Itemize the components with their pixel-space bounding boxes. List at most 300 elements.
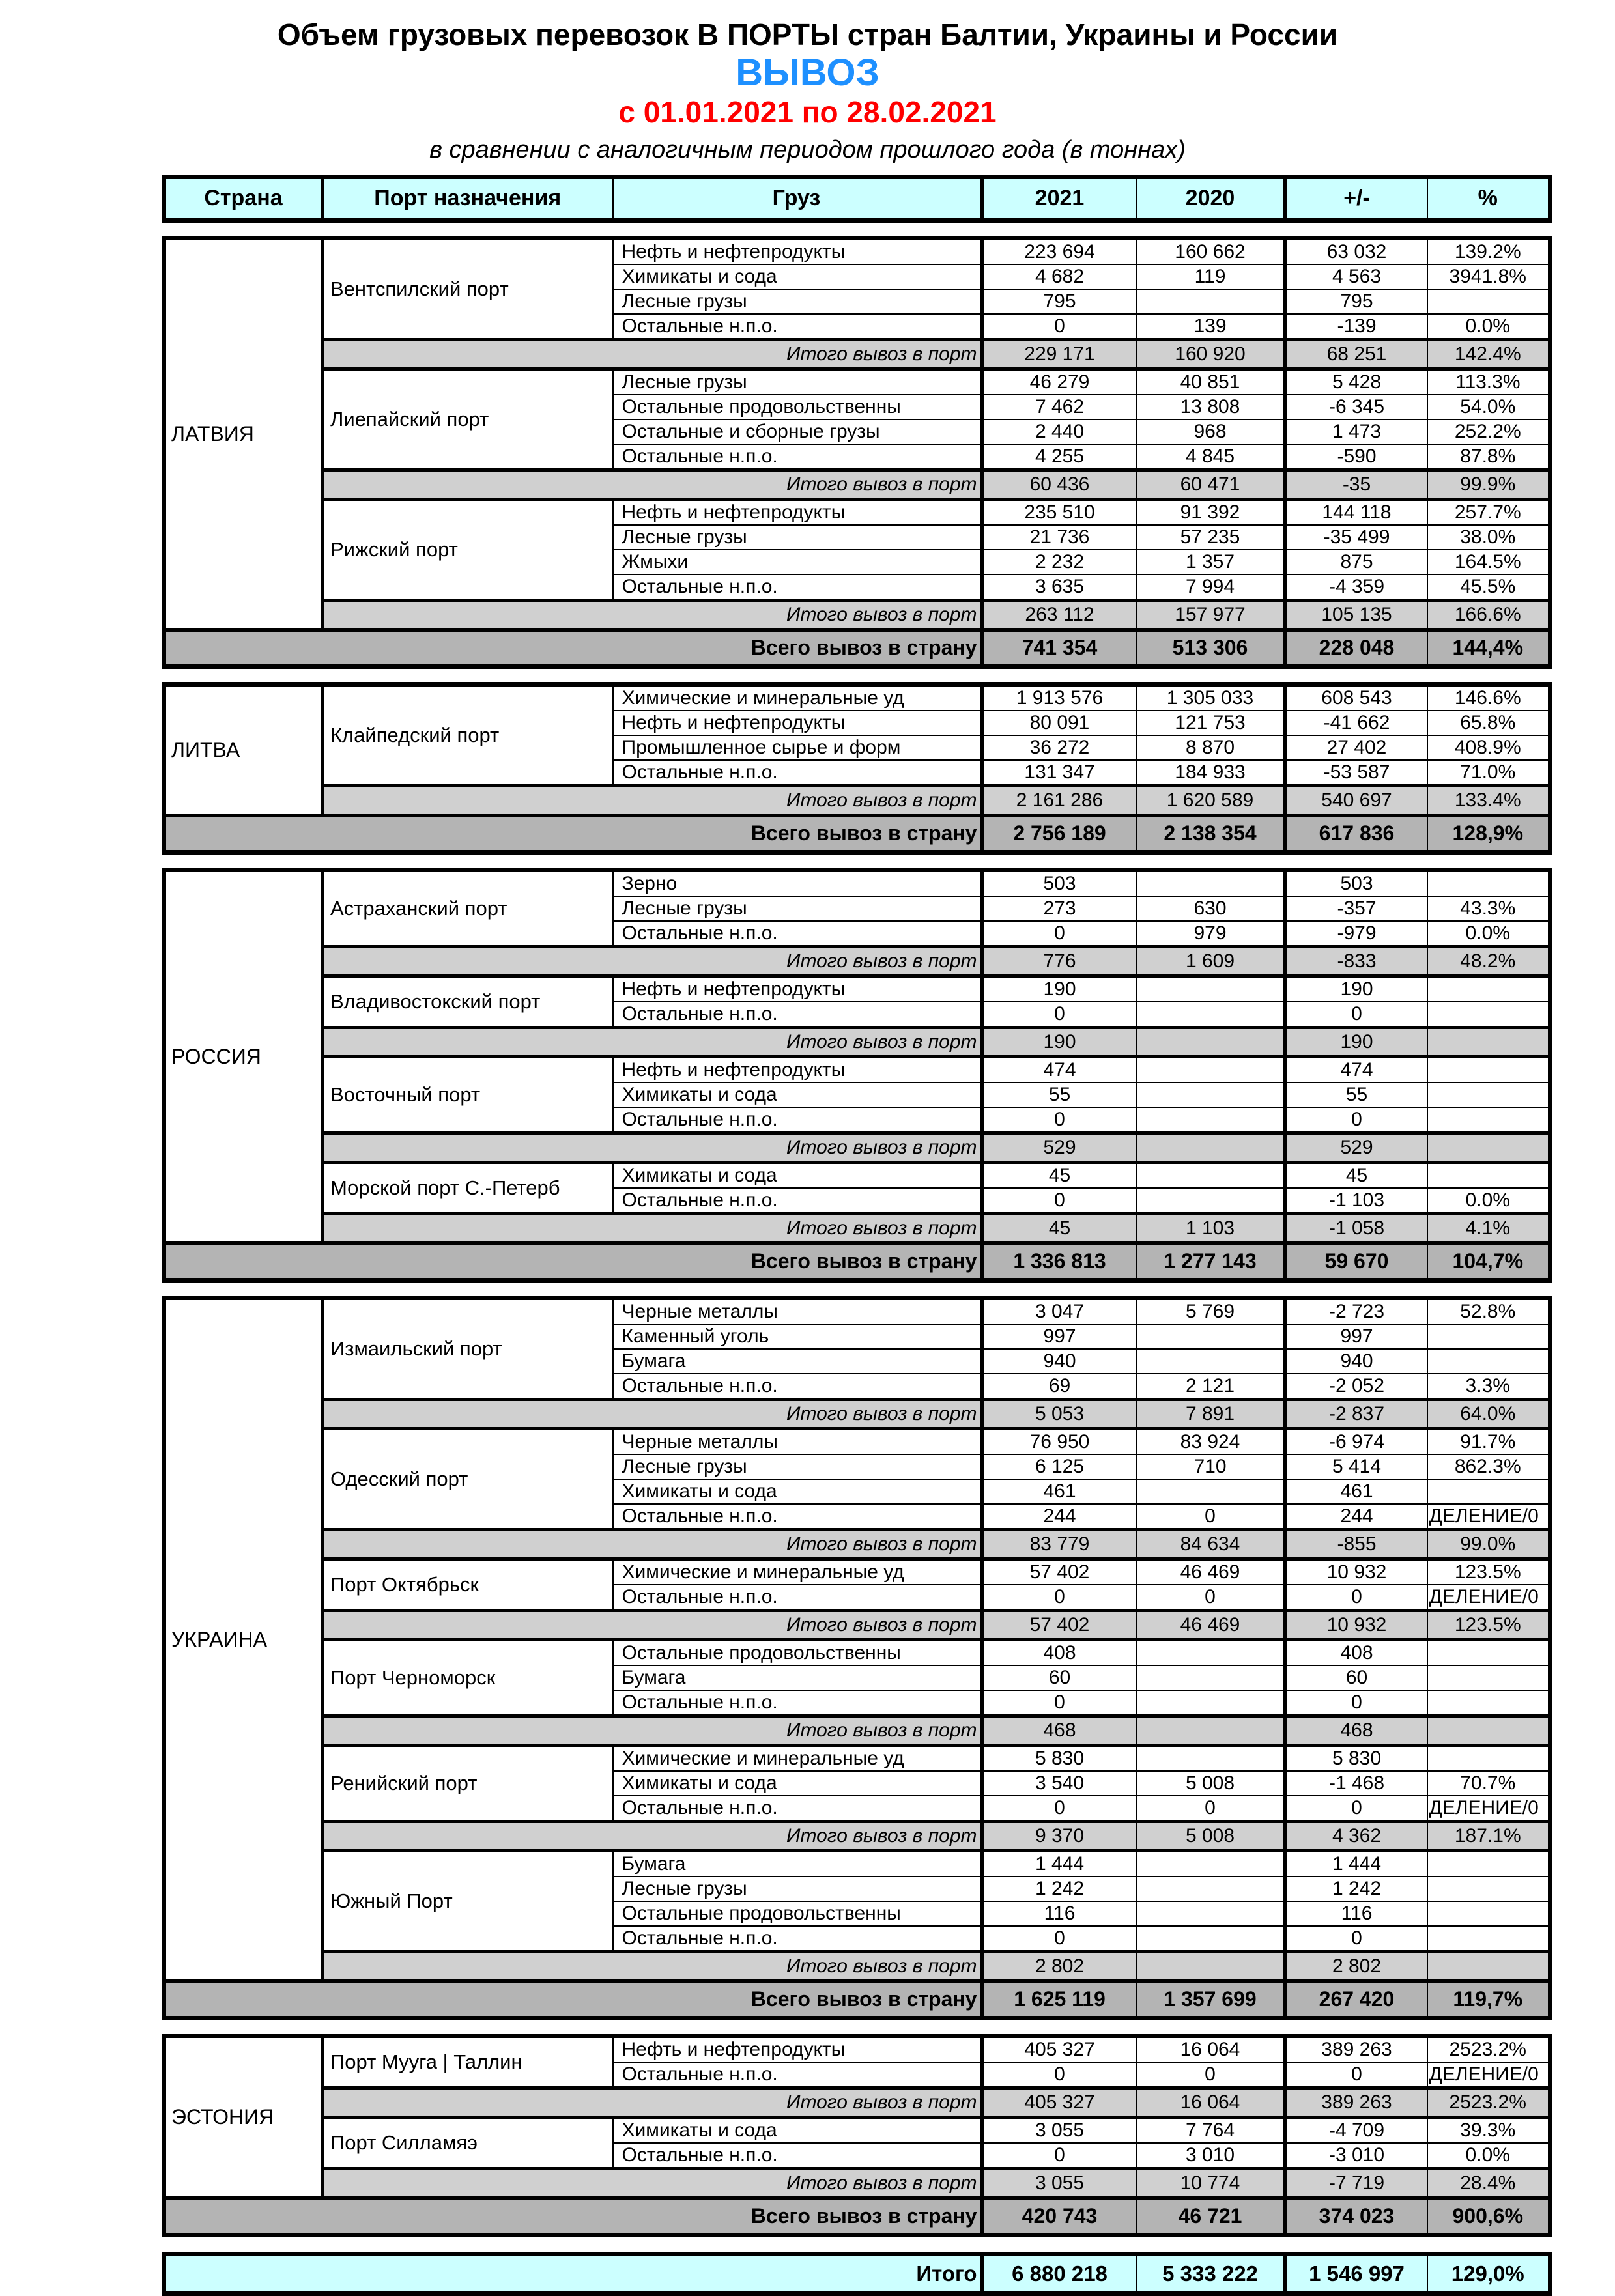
port-subtotal-row bbox=[164, 2088, 1551, 2117]
value-diff: -3 010 bbox=[1285, 2143, 1427, 2169]
value-percent bbox=[1427, 1926, 1551, 1952]
value-2021: 21 736 bbox=[982, 525, 1137, 550]
value-2020: 968 bbox=[1137, 419, 1285, 444]
cargo-name: Остальные н.п.о. bbox=[613, 444, 982, 470]
value-diff: -35 499 bbox=[1285, 525, 1427, 550]
port-subtotal-label: Итого вывоз в порт bbox=[322, 1027, 982, 1056]
subtotal-diff: 4 362 bbox=[1285, 1821, 1427, 1850]
cargo-name: Химикаты и сода bbox=[613, 1162, 982, 1188]
value-diff: -41 662 bbox=[1285, 711, 1427, 735]
cargo-name: Каменный уголь bbox=[613, 1324, 982, 1349]
port-subtotal-label: Итого вывоз в порт bbox=[322, 339, 982, 369]
value-2020: 5 008 bbox=[1137, 1771, 1285, 1796]
value-percent bbox=[1427, 1324, 1551, 1349]
grand-total-2020: 5 333 222 bbox=[1137, 2254, 1285, 2293]
cargo-name: Остальные и сборные грузы bbox=[613, 419, 982, 444]
column-header-port: Порт назначения bbox=[322, 177, 613, 220]
value-2020 bbox=[1137, 1002, 1285, 1028]
port-subtotal-row bbox=[164, 786, 1551, 815]
cargo-name: Химикаты и сода bbox=[613, 264, 982, 289]
value-2020 bbox=[1137, 1926, 1285, 1952]
value-diff: -4 709 bbox=[1285, 2117, 1427, 2143]
country-total-percent: 128,9% bbox=[1427, 815, 1551, 853]
cargo-row bbox=[164, 870, 1551, 896]
port-subtotal-label: Итого вывоз в порт bbox=[322, 1213, 982, 1243]
country-total-row bbox=[164, 1981, 1551, 2019]
value-2021: 408 bbox=[982, 1639, 1137, 1665]
port-name: Вентспилский порт bbox=[322, 238, 613, 339]
value-2021: 1 444 bbox=[982, 1850, 1137, 1877]
value-2021: 235 510 bbox=[982, 499, 1137, 525]
port-subtotal-row bbox=[164, 1213, 1551, 1243]
port-subtotal-row bbox=[164, 470, 1551, 499]
value-diff: -357 bbox=[1285, 896, 1427, 921]
value-percent: 39.3% bbox=[1427, 2117, 1551, 2143]
port-name: Владивостокский порт bbox=[322, 976, 613, 1027]
value-2020: 121 753 bbox=[1137, 711, 1285, 735]
value-percent bbox=[1427, 976, 1551, 1002]
value-percent: 3941.8% bbox=[1427, 264, 1551, 289]
cargo-row bbox=[164, 1428, 1551, 1454]
cargo-row bbox=[164, 238, 1551, 264]
subtotal-2021: 3 055 bbox=[982, 2168, 1137, 2198]
value-diff: 244 bbox=[1285, 1504, 1427, 1530]
country-total-label: Всего вывоз в страну bbox=[164, 630, 982, 667]
cargo-row bbox=[164, 1162, 1551, 1188]
value-percent: 38.0% bbox=[1427, 525, 1551, 550]
cargo-name: Остальные продовольственны bbox=[613, 395, 982, 419]
cargo-name: Остальные продовольственны bbox=[613, 1639, 982, 1665]
value-percent: ДЕЛЕНИЕ/0 bbox=[1427, 2062, 1551, 2088]
value-2020: 139 bbox=[1137, 314, 1285, 340]
value-2020: 16 064 bbox=[1137, 2035, 1285, 2062]
value-percent bbox=[1427, 1690, 1551, 1716]
cargo-row bbox=[164, 499, 1551, 525]
cargo-row bbox=[164, 1745, 1551, 1771]
value-2021: 0 bbox=[982, 1585, 1137, 1611]
value-2021: 0 bbox=[982, 1926, 1137, 1952]
cargo-row bbox=[164, 1297, 1551, 1324]
subtotal-2020: 16 064 bbox=[1137, 2088, 1285, 2117]
cargo-name: Остальные н.п.о. bbox=[613, 1796, 982, 1822]
port-subtotal-row bbox=[164, 1716, 1551, 1745]
subtotal-diff: 68 251 bbox=[1285, 339, 1427, 369]
cargo-name: Жмыхи bbox=[613, 550, 982, 574]
value-percent: 123.5% bbox=[1427, 1559, 1551, 1585]
cargo-name: Бумага bbox=[613, 1665, 982, 1690]
value-percent bbox=[1427, 1002, 1551, 1028]
cargo-name: Нефть и нефтепродукты bbox=[613, 2035, 982, 2062]
port-name: Измаильский порт bbox=[322, 1297, 613, 1399]
port-subtotal-label: Итого вывоз в порт bbox=[322, 1610, 982, 1639]
value-diff: 10 932 bbox=[1285, 1559, 1427, 1585]
port-name: Ренийский порт bbox=[322, 1745, 613, 1821]
subtotal-2020: 60 471 bbox=[1137, 470, 1285, 499]
subtotal-2021: 45 bbox=[982, 1213, 1137, 1243]
cargo-row bbox=[164, 1056, 1551, 1083]
value-2020: 1 305 033 bbox=[1137, 684, 1285, 711]
country-blocks bbox=[162, 236, 1548, 2237]
subtotal-diff: 10 932 bbox=[1285, 1610, 1427, 1639]
subtotal-diff: -1 058 bbox=[1285, 1213, 1427, 1243]
value-percent bbox=[1427, 1083, 1551, 1107]
value-2021: 0 bbox=[982, 1002, 1137, 1028]
value-percent: 0.0% bbox=[1427, 2143, 1551, 2169]
subtotal-2020 bbox=[1137, 1716, 1285, 1745]
country-name: РОССИЯ bbox=[164, 870, 322, 1243]
column-header-percent: % bbox=[1427, 177, 1551, 220]
cargo-name: Нефть и нефтепродукты bbox=[613, 976, 982, 1002]
cargo-row bbox=[164, 684, 1551, 711]
value-2021: 3 540 bbox=[982, 1771, 1137, 1796]
subtotal-2021: 5 053 bbox=[982, 1399, 1137, 1428]
cargo-name: Лесные грузы bbox=[613, 896, 982, 921]
country-total-diff: 228 048 bbox=[1285, 630, 1427, 667]
port-name: Клайпедский порт bbox=[322, 684, 613, 786]
country-total-2021: 420 743 bbox=[982, 2198, 1137, 2235]
value-diff: 5 428 bbox=[1285, 369, 1427, 395]
country-total-diff: 374 023 bbox=[1285, 2198, 1427, 2235]
value-2021: 7 462 bbox=[982, 395, 1137, 419]
value-diff: 5 414 bbox=[1285, 1454, 1427, 1479]
cargo-row bbox=[164, 1639, 1551, 1665]
cargo-name: Химикаты и сода bbox=[613, 1771, 982, 1796]
cargo-name: Нефть и нефтепродукты bbox=[613, 499, 982, 525]
value-percent: 257.7% bbox=[1427, 499, 1551, 525]
cargo-name: Нефть и нефтепродукты bbox=[613, 238, 982, 264]
value-diff: 0 bbox=[1285, 1107, 1427, 1133]
value-2020: 184 933 bbox=[1137, 760, 1285, 786]
subtotal-percent: 2523.2% bbox=[1427, 2088, 1551, 2117]
subtotal-percent: 187.1% bbox=[1427, 1821, 1551, 1850]
subtotal-percent: 123.5% bbox=[1427, 1610, 1551, 1639]
subtotal-2021: 405 327 bbox=[982, 2088, 1137, 2117]
cargo-name: Остальные н.п.о. bbox=[613, 921, 982, 947]
cargo-name: Остальные н.п.о. bbox=[613, 1585, 982, 1611]
value-percent: 0.0% bbox=[1427, 921, 1551, 947]
port-subtotal-row bbox=[164, 946, 1551, 976]
cargo-name: Химические и минеральные уд bbox=[613, 684, 982, 711]
comparison-note: в сравнении с аналогичным периодом прошлого года (в тоннах) bbox=[429, 135, 1186, 163]
value-2021: 0 bbox=[982, 1107, 1137, 1133]
port-subtotal-label: Итого вывоз в порт bbox=[322, 470, 982, 499]
country-total-diff: 617 836 bbox=[1285, 815, 1427, 853]
value-percent: 52.8% bbox=[1427, 1297, 1551, 1324]
value-percent: 54.0% bbox=[1427, 395, 1551, 419]
subtotal-2020 bbox=[1137, 1133, 1285, 1162]
value-diff: 60 bbox=[1285, 1665, 1427, 1690]
value-2020 bbox=[1137, 1107, 1285, 1133]
value-2020 bbox=[1137, 1639, 1285, 1665]
value-2021: 940 bbox=[982, 1349, 1137, 1374]
subtotal-diff: 389 263 bbox=[1285, 2088, 1427, 2117]
value-2021: 0 bbox=[982, 1690, 1137, 1716]
value-percent: 164.5% bbox=[1427, 550, 1551, 574]
country-total-label: Всего вывоз в страну bbox=[164, 1981, 982, 2019]
subtotal-diff: -855 bbox=[1285, 1529, 1427, 1559]
subtotal-percent: 142.4% bbox=[1427, 339, 1551, 369]
cargo-name: Остальные н.п.о. bbox=[613, 1002, 982, 1028]
value-percent: 146.6% bbox=[1427, 684, 1551, 711]
country-block bbox=[162, 1296, 1552, 2020]
value-2020 bbox=[1137, 1479, 1285, 1504]
cargo-name: Промышленное сырье и форм bbox=[613, 735, 982, 760]
country-name: ЛИТВА bbox=[164, 684, 322, 815]
subtotal-2020 bbox=[1137, 1027, 1285, 1056]
cargo-row bbox=[164, 369, 1551, 395]
country-total-diff: 267 420 bbox=[1285, 1981, 1427, 2019]
value-2020 bbox=[1137, 1850, 1285, 1877]
value-percent bbox=[1427, 1745, 1551, 1771]
value-percent: 45.5% bbox=[1427, 574, 1551, 601]
value-2020 bbox=[1137, 1665, 1285, 1690]
value-2021: 80 091 bbox=[982, 711, 1137, 735]
value-2021: 2 440 bbox=[982, 419, 1137, 444]
value-diff: 0 bbox=[1285, 2062, 1427, 2088]
value-diff: 144 118 bbox=[1285, 499, 1427, 525]
value-2021: 4 255 bbox=[982, 444, 1137, 470]
country-total-2020: 1 277 143 bbox=[1137, 1243, 1285, 1281]
port-subtotal-label: Итого вывоз в порт bbox=[322, 1529, 982, 1559]
port-subtotal-label: Итого вывоз в порт bbox=[322, 786, 982, 815]
column-header-cargo: Груз bbox=[613, 177, 982, 220]
value-diff: -590 bbox=[1285, 444, 1427, 470]
value-2021: 0 bbox=[982, 2062, 1137, 2088]
port-name: Порт Силламяэ bbox=[322, 2117, 613, 2168]
port-subtotal-row bbox=[164, 1133, 1551, 1162]
country-total-label: Всего вывоз в страну bbox=[164, 1243, 982, 1281]
value-percent bbox=[1427, 1479, 1551, 1504]
cargo-name: Лесные грузы bbox=[613, 1454, 982, 1479]
cargo-name: Остальные н.п.о. bbox=[613, 1926, 982, 1952]
cargo-name: Нефть и нефтепродукты bbox=[613, 1056, 982, 1083]
value-diff: 1 242 bbox=[1285, 1877, 1427, 1901]
port-name: Восточный порт bbox=[322, 1056, 613, 1133]
subtotal-diff: -7 719 bbox=[1285, 2168, 1427, 2198]
value-percent: 408.9% bbox=[1427, 735, 1551, 760]
value-2020 bbox=[1137, 1324, 1285, 1349]
country-total-percent: 144,4% bbox=[1427, 630, 1551, 667]
value-2021: 1 913 576 bbox=[982, 684, 1137, 711]
subtotal-2020: 1 620 589 bbox=[1137, 786, 1285, 815]
port-subtotal-label: Итого вывоз в порт bbox=[322, 1133, 982, 1162]
value-2021: 0 bbox=[982, 1188, 1137, 1214]
value-diff: 474 bbox=[1285, 1056, 1427, 1083]
subtotal-diff: 105 135 bbox=[1285, 600, 1427, 630]
value-diff: -1 103 bbox=[1285, 1188, 1427, 1214]
value-2020: 2 121 bbox=[1137, 1374, 1285, 1400]
port-name: Рижский порт bbox=[322, 499, 613, 600]
subtotal-2020: 46 469 bbox=[1137, 1610, 1285, 1639]
country-block bbox=[162, 236, 1552, 669]
column-header-country: Страна bbox=[164, 177, 322, 220]
value-2020: 979 bbox=[1137, 921, 1285, 947]
value-2021: 60 bbox=[982, 1665, 1137, 1690]
cargo-row bbox=[164, 1559, 1551, 1585]
value-diff: -53 587 bbox=[1285, 760, 1427, 786]
subtotal-2021: 83 779 bbox=[982, 1529, 1137, 1559]
cargo-name: Бумага bbox=[613, 1850, 982, 1877]
subtotal-2020 bbox=[1137, 1951, 1285, 1981]
value-diff: 608 543 bbox=[1285, 684, 1427, 711]
country-total-2021: 2 756 189 bbox=[982, 815, 1137, 853]
value-diff: 997 bbox=[1285, 1324, 1427, 1349]
value-diff: 0 bbox=[1285, 1585, 1427, 1611]
value-2020: 119 bbox=[1137, 264, 1285, 289]
subtotal-percent: 99.9% bbox=[1427, 470, 1551, 499]
value-percent bbox=[1427, 1162, 1551, 1188]
subtotal-percent bbox=[1427, 1951, 1551, 1981]
value-2020: 57 235 bbox=[1137, 525, 1285, 550]
value-percent bbox=[1427, 870, 1551, 896]
country-total-percent: 104,7% bbox=[1427, 1243, 1551, 1281]
value-2021: 0 bbox=[982, 2143, 1137, 2169]
value-percent: 91.7% bbox=[1427, 1428, 1551, 1454]
value-2021: 46 279 bbox=[982, 369, 1137, 395]
report-subtitle-vyvoz: ВЫВОЗ bbox=[736, 51, 879, 94]
value-2020 bbox=[1137, 870, 1285, 896]
cargo-row bbox=[164, 976, 1551, 1002]
value-2020: 3 010 bbox=[1137, 2143, 1285, 2169]
value-diff: -4 359 bbox=[1285, 574, 1427, 601]
value-2021: 116 bbox=[982, 1901, 1137, 1926]
value-2020 bbox=[1137, 1745, 1285, 1771]
cargo-name: Остальные продовольственны bbox=[613, 1901, 982, 1926]
subtotal-percent bbox=[1427, 1027, 1551, 1056]
cargo-name: Остальные н.п.о. bbox=[613, 1504, 982, 1530]
value-diff: 940 bbox=[1285, 1349, 1427, 1374]
cargo-name: Химические и минеральные уд bbox=[613, 1745, 982, 1771]
country-block bbox=[162, 2034, 1552, 2237]
value-2020: 13 808 bbox=[1137, 395, 1285, 419]
value-2020 bbox=[1137, 1056, 1285, 1083]
subtotal-diff: 529 bbox=[1285, 1133, 1427, 1162]
port-subtotal-label: Итого вывоз в порт bbox=[322, 2088, 982, 2117]
table-header-row bbox=[162, 175, 1552, 223]
value-2020 bbox=[1137, 1901, 1285, 1926]
value-2020: 5 769 bbox=[1137, 1297, 1285, 1324]
value-percent: 0.0% bbox=[1427, 314, 1551, 340]
value-2020 bbox=[1137, 289, 1285, 314]
value-2021: 190 bbox=[982, 976, 1137, 1002]
column-header-2021: 2021 bbox=[982, 177, 1137, 220]
cargo-name: Остальные н.п.о. bbox=[613, 760, 982, 786]
cargo-name: Бумага bbox=[613, 1349, 982, 1374]
value-diff: 0 bbox=[1285, 1690, 1427, 1716]
value-2020 bbox=[1137, 1162, 1285, 1188]
subtotal-2021: 263 112 bbox=[982, 600, 1137, 630]
value-2021: 405 327 bbox=[982, 2035, 1137, 2062]
page-title: Объем грузовых перевозок В ПОРТЫ стран Балтии, Украины и России bbox=[277, 18, 1338, 51]
port-subtotal-label: Итого вывоз в порт bbox=[322, 2168, 982, 2198]
value-2020: 0 bbox=[1137, 1796, 1285, 1822]
country-name: УКРАИНА bbox=[164, 1297, 322, 1981]
country-name: ЭСТОНИЯ bbox=[164, 2035, 322, 2198]
subtotal-2020: 1 609 bbox=[1137, 946, 1285, 976]
port-subtotal-row bbox=[164, 1610, 1551, 1639]
subtotal-percent: 4.1% bbox=[1427, 1213, 1551, 1243]
country-total-percent: 119,7% bbox=[1427, 1981, 1551, 2019]
subtotal-percent: 64.0% bbox=[1427, 1399, 1551, 1428]
cargo-name: Химикаты и сода bbox=[613, 1479, 982, 1504]
cargo-row bbox=[164, 2117, 1551, 2143]
value-2021: 3 055 bbox=[982, 2117, 1137, 2143]
value-percent: 87.8% bbox=[1427, 444, 1551, 470]
port-subtotal-row bbox=[164, 1951, 1551, 1981]
subtotal-diff: 540 697 bbox=[1285, 786, 1427, 815]
port-subtotal-row bbox=[164, 1399, 1551, 1428]
cargo-name: Нефть и нефтепродукты bbox=[613, 711, 982, 735]
subtotal-diff: -35 bbox=[1285, 470, 1427, 499]
port-subtotal-row bbox=[164, 1821, 1551, 1850]
value-2020 bbox=[1137, 1188, 1285, 1214]
subtotal-2020: 84 634 bbox=[1137, 1529, 1285, 1559]
value-2021: 131 347 bbox=[982, 760, 1137, 786]
cargo-name: Лесные грузы bbox=[613, 369, 982, 395]
value-diff: 4 563 bbox=[1285, 264, 1427, 289]
value-diff: 408 bbox=[1285, 1639, 1427, 1665]
port-name: Астраханский порт bbox=[322, 870, 613, 946]
subtotal-2021: 2 802 bbox=[982, 1951, 1137, 1981]
value-2020: 0 bbox=[1137, 1504, 1285, 1530]
value-2020 bbox=[1137, 1690, 1285, 1716]
value-diff: 0 bbox=[1285, 1926, 1427, 1952]
value-2020 bbox=[1137, 1349, 1285, 1374]
value-2020: 630 bbox=[1137, 896, 1285, 921]
value-2021: 0 bbox=[982, 1796, 1137, 1822]
value-percent bbox=[1427, 1349, 1551, 1374]
cargo-name: Лесные грузы bbox=[613, 525, 982, 550]
value-diff: -1 468 bbox=[1285, 1771, 1427, 1796]
value-diff: 190 bbox=[1285, 976, 1427, 1002]
value-percent bbox=[1427, 1877, 1551, 1901]
value-diff: -2 723 bbox=[1285, 1297, 1427, 1324]
value-2020: 83 924 bbox=[1137, 1428, 1285, 1454]
country-total-row bbox=[164, 815, 1551, 853]
cargo-name: Лесные грузы bbox=[613, 289, 982, 314]
value-percent bbox=[1427, 289, 1551, 314]
cargo-name: Остальные н.п.о. bbox=[613, 1107, 982, 1133]
value-2020: 160 662 bbox=[1137, 238, 1285, 264]
port-subtotal-row bbox=[164, 339, 1551, 369]
value-2021: 4 682 bbox=[982, 264, 1137, 289]
subtotal-percent: 166.6% bbox=[1427, 600, 1551, 630]
subtotal-diff: 2 802 bbox=[1285, 1951, 1427, 1981]
value-diff: 1 473 bbox=[1285, 419, 1427, 444]
country-total-2020: 513 306 bbox=[1137, 630, 1285, 667]
value-diff: -6 345 bbox=[1285, 395, 1427, 419]
country-total-row bbox=[164, 630, 1551, 667]
subtotal-2021: 57 402 bbox=[982, 1610, 1137, 1639]
port-name: Порт Октябрьск bbox=[322, 1559, 613, 1610]
value-percent: 65.8% bbox=[1427, 711, 1551, 735]
value-2021: 5 830 bbox=[982, 1745, 1137, 1771]
column-header-2020: 2020 bbox=[1137, 177, 1285, 220]
subtotal-2021: 229 171 bbox=[982, 339, 1137, 369]
country-total-row bbox=[164, 2198, 1551, 2235]
value-2020: 0 bbox=[1137, 1585, 1285, 1611]
subtotal-2020: 157 977 bbox=[1137, 600, 1285, 630]
port-subtotal-label: Итого вывоз в порт bbox=[322, 1821, 982, 1850]
value-percent: 252.2% bbox=[1427, 419, 1551, 444]
value-diff: 0 bbox=[1285, 1796, 1427, 1822]
value-percent: ДЕЛЕНИЕ/0 bbox=[1427, 1796, 1551, 1822]
subtotal-diff: -833 bbox=[1285, 946, 1427, 976]
country-block bbox=[162, 868, 1552, 1283]
value-diff: -2 052 bbox=[1285, 1374, 1427, 1400]
country-block bbox=[162, 682, 1552, 855]
value-diff: 116 bbox=[1285, 1901, 1427, 1926]
